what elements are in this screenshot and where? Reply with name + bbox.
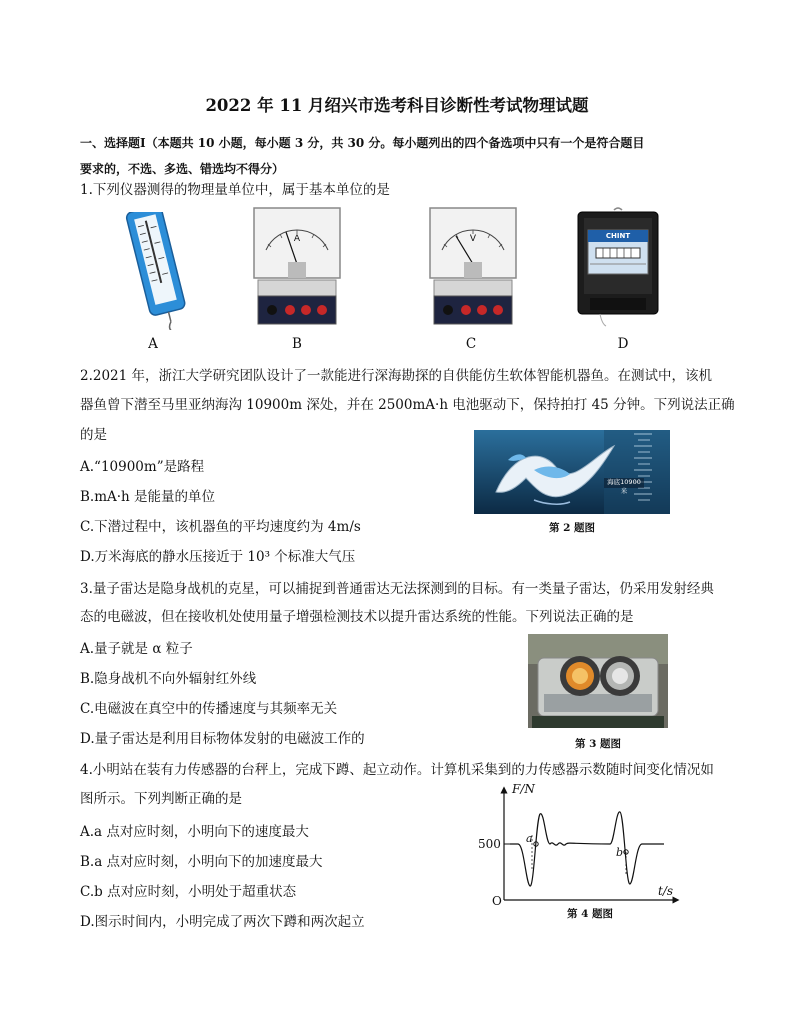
meter-brand: CHINT [605,232,631,240]
q3-caption: 第 3 题图 [574,738,622,750]
q2-option-b: B.mA·h 是能量的单位 [80,489,216,505]
q4-stem-line-2: 图所示。下列判断正确的是 [80,791,242,807]
graph-origin: O [492,894,502,908]
depth-label: 海底10900米 [607,478,641,495]
q4-option-d: D.图示时间内，小明完成了两次下蹲和两次起立 [80,914,365,930]
voltmeter-letter: V [469,234,477,244]
section-header [80,130,730,182]
q1-label-c: C [465,336,477,352]
q3-option-d: D.量子雷达是利用目标物体发射的电磁波工作的 [80,731,365,747]
section-line-2: 要求的，不选、多选、错选均不得分） [80,162,285,176]
q1-label-d: D [617,336,629,352]
q4-option-c: C.b 点对应时刻，小明处于超重状态 [80,884,297,900]
graph-point-b: b [616,846,624,859]
q1-image-d-electricity-meter [570,206,666,330]
q1-image-b-ammeter [248,206,346,328]
q3-option-c: C.电磁波在真空中的传播速度与其频率无关 [80,701,338,717]
q2-option-a: A.“10900m”是路程 [80,459,205,475]
q2-image-robot-fish [474,430,670,514]
q4-stem-line-1: 4.小明站在装有力传感器的台秤上，完成下蹲、起立动作。计算机采集到的力传感器示数随时间变化情况如 [80,762,714,778]
ammeter-letter: A [293,234,301,244]
q3-option-a: A.量子就是 α 粒子 [80,641,193,657]
q4-option-a: A.a 点对应时刻，小明向下的速度最大 [80,824,309,840]
q2-option-c: C.下潜过程中，该机器鱼的平均速度约为 4m/s [80,519,361,535]
q4-force-time-graph [480,780,680,910]
q4-caption: 第 4 题图 [566,908,614,920]
q3-option-b: B.隐身战机不向外辐射红外线 [80,671,257,687]
page-title: 2022 年 11 月绍兴市选考科目诊断性考试物理试题 [205,96,589,115]
q1-stem: 1.下列仪器测得的物理量单位中，属于基本单位的是 [80,182,390,198]
q3-image-quantum-radar [528,634,668,728]
q3-stem-line-2: 态的电磁波，但在接收机处使用量子增强检测技术以提升雷达系统的性能。下列说法正确的是 [80,609,634,625]
q4-option-b: B.a 点对应时刻，小明向下的加速度最大 [80,854,323,870]
q3-stem-line-1: 3.量子雷达是隐身战机的克星，可以捕捉到普通雷达无法探测到的目标。有一类量子雷达，仍采用发射经典 [80,581,714,597]
q2-caption: 第 2 题图 [548,522,596,534]
q1-label-b: B [292,336,302,352]
q2-option-d: D.万米海底的静水压接近于 10³ 个标准大气压 [80,549,356,565]
graph-x-label: t/s [658,884,674,898]
q2-stem-line-1: 2.2021 年，浙江大学研究团队设计了一款能进行深海勘探的自供能仿生软体智能机器鱼。在测试中，该机 [80,368,713,384]
section-line-1: 一、选择题Ⅰ（本题共 10 小题，每小题 3 分，共 30 分。每小题列出的四个备选项中只有一个是符合题目 [80,136,645,150]
q1-label-a: A [148,336,158,352]
graph-y-label: F/N [512,782,535,796]
graph-point-a: a [526,832,533,845]
q2-stem-line-2: 器鱼曾下潜至马里亚纳海沟 10900m 深处，并在 2500mA·h 电池驱动下，保持拍打 45 分钟。下列说法正确 [80,397,735,413]
q2-stem-line-3: 的是 [80,427,107,443]
graph-y-tick: 500 [478,837,501,851]
q1-image-c-voltmeter [424,206,522,328]
q1-image-a-spring-scale [100,212,208,330]
